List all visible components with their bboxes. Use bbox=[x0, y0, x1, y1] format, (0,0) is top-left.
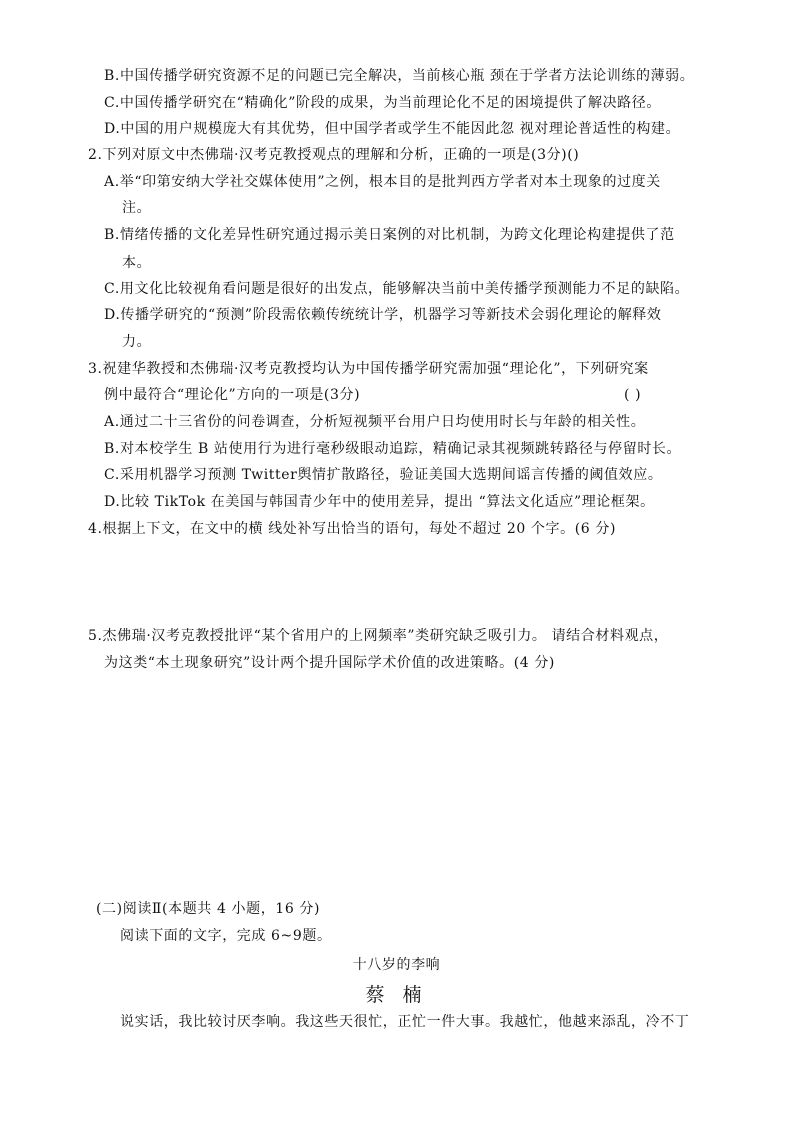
q3-option-a: A.通过二十三省份的问卷调查，分析短视频平台用户日均使用时长与年龄的相关性。 bbox=[104, 414, 646, 430]
story-author: 蔡 楠 bbox=[365, 984, 428, 1006]
q5-stem: 5.杰佛瑞·汉考克教授批评“某个省用户的上网频率”类研究缺乏吸引力。 请结合材料观点， bbox=[88, 628, 669, 644]
q2-option-b-cont: 本。 bbox=[122, 255, 152, 271]
story-paragraph: 说实话，我比较讨厌李响。我这些天很忙，正忙一件大事。我越忙，他越来添乱，冷不丁 bbox=[120, 1014, 690, 1030]
q3-stem: 3.祝建华教授和杰佛瑞·汉考克教授均认为中国传播学研究需加强“理论化”，下列研究案 bbox=[88, 361, 649, 377]
q5-stem-cont: 为这类“本土现象研究”设计两个提升国际学术价值的改进策略。(4 分) bbox=[104, 655, 555, 671]
q2-option-a: A.举“印第安纳大学社交媒体使用”之例，根本目的是批判西方学者对本土现象的过度关 bbox=[104, 174, 661, 190]
section-heading: (二)阅读Ⅱ(本题共 4 小题，16 分) bbox=[96, 901, 321, 917]
q3-answer-paren: ( ) bbox=[624, 387, 642, 403]
q3-stem-cont: 例中最符合“理论化”方向的一项是(3分) bbox=[104, 387, 361, 403]
q2-option-d: D.传播学研究的“预测”阶段需依赖传统统计学，机器学习等新技术会弱化理论的解释效 bbox=[104, 307, 662, 323]
q3-option-d: D.比较 TikTok 在美国与韩国青少年中的使用差异，提出 “算法文化适应”理论框架。 bbox=[104, 494, 655, 510]
q2-option-b: B.情绪传播的文化差异性研究通过揭示美日案例的对比机制，为跨文化理论构建提供了范 bbox=[104, 227, 675, 243]
q1-option-b: B.中国传播学研究资源不足的问题已完全解决，当前核心瓶 颈在于学者方法论训练的薄弱。 bbox=[104, 68, 695, 84]
q3-option-b: B.对本校学生 B 站使用行为进行毫秒级眼动追踪，精确记录其视频跳转路径与停留时长。 bbox=[104, 441, 682, 457]
q3-option-c: C.采用机器学习预测 Twitter舆情扩散路径，验证美国大选期间谣言传播的阈值效应。 bbox=[104, 467, 663, 483]
q2-option-c: C.用文化比较视角看问题是很好的出发点，能够解决当前中美传播学预测能力不足的缺陷。 bbox=[104, 281, 690, 297]
q4-stem: 4.根据上下文，在文中的横 线处补写出恰当的语句，每处不超过 20 个字。(6 分) bbox=[88, 521, 617, 537]
q1-option-c: C.中国传播学研究在“精确化”阶段的成果，为当前理论化不足的困境提供了解决路径。 bbox=[104, 95, 661, 111]
q1-option-d: D.中国的用户规模庞大有其优势，但中国学者或学生不能因此忽 视对理论普适性的构建。 bbox=[104, 121, 681, 137]
q2-option-a-cont: 注。 bbox=[122, 200, 152, 216]
q2-stem: 2.下列对原文中杰佛瑞·汉考克教授观点的理解和分析，正确的一项是(3分)() bbox=[88, 147, 580, 163]
reading-instruction: 阅读下面的文字，完成 6~9题。 bbox=[120, 928, 332, 944]
q2-option-d-cont: 力。 bbox=[122, 334, 152, 350]
story-title: 十八岁的李响 bbox=[352, 957, 441, 973]
